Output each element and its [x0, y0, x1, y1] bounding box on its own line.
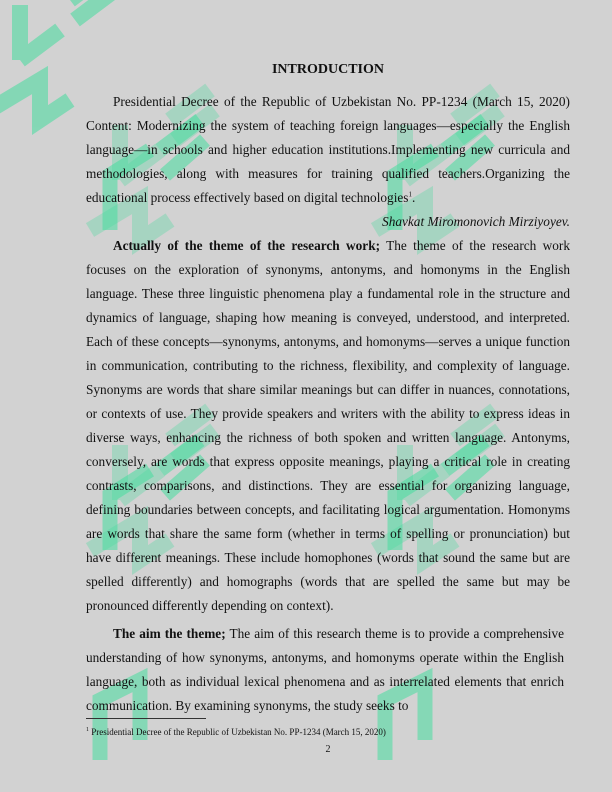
decree-period: .: [411, 190, 416, 205]
decree-paragraph: [86, 90, 570, 210]
footnote-marker: 1: [86, 727, 89, 733]
page-number: 2: [325, 744, 331, 755]
aim-paragraph: [86, 622, 564, 718]
section-heading: INTRODUCTION: [271, 62, 384, 77]
document-body: [86, 60, 570, 718]
footnote: [86, 724, 386, 738]
footnote-separator: [86, 718, 206, 719]
footnote-text: Presidential Decree of the Republic of Uzbekistan No. PP-1234 (March 15, 2020): [89, 727, 386, 737]
aim-lead: The aim the theme;: [113, 626, 226, 641]
signature-line: [86, 210, 570, 234]
signature-name: Shavkat Miromonovich Mirziyoyev: [382, 214, 567, 229]
actuality-text: The theme of the research work focuses on the exploration of synonyms, antonyms, and homonyms in the English language. These three linguistic phenomena play a fundamental role in the structure and dynamics of language, shaping how meaning is conveyed, understood, and interpreted. Each of these concepts—synonyms, antonyms, and homonyms—serves a unique function in communication, contributing to the richness, flexibility, and complexity of language. Synonyms are words that share similar meanings but can differ in nuances, connotations, or contexts of use. They provide speakers and writers with the ability to express ideas in diverse ways, enhancing the richness of both spoken and written language. Antonyms, conversely, are words that express opposite meanings, playing a critical role in creating contrasts, comparisons, and distinctions. They are essential for organizing language, defining boundaries between concepts, and facilitating logical argumentation. Homonyms are words that share the same form (whether in terms of spelling or pronunciation) but have different meanings. These include homophones (words that sound the same but are spelled differently) and homographs (words that are spelled the same but may be pronounced differently depending on context).: [86, 238, 570, 613]
decree-text: Presidential Decree of the Republic of Uzbekistan No. PP-1234 (March 15, 2020) Content: Modernizing the system of teaching foreign languages—especially the English language—in schools and higher education institutions.Implementing new curricula and methodologies, along with measures for training qualified teachers.Organizing the educational process effectively based on digital technologies: [86, 94, 570, 205]
footnote-reference: 1: [408, 190, 412, 199]
actuality-lead: Actually of the theme of the research work;: [113, 238, 381, 253]
actuality-paragraph: [86, 234, 570, 618]
aim-text: The aim of this research theme is to provide a comprehensive understanding of how synonyms, antonyms, and homonyms operate within the English language, both as individual lexical phenomena and as interrelated elements that enrich communication. By examining synonyms, the study seeks to: [86, 626, 564, 713]
signature-period: .: [566, 214, 570, 229]
